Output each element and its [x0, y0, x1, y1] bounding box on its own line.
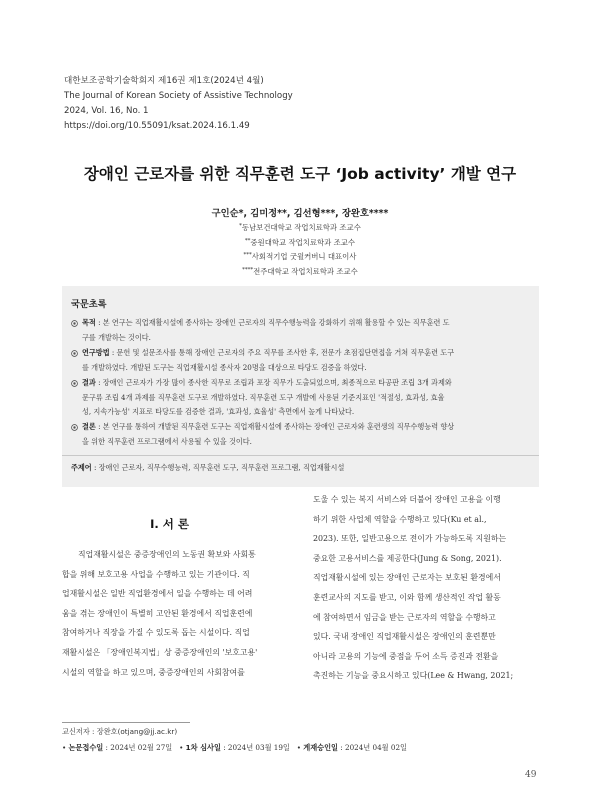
abstract-results	[71, 376, 536, 420]
author-list: 구인순*, 김미정**, 김선형***, 장완호****	[211, 208, 389, 219]
purpose-text: : 본 연구는 직업재활시설에 종사하는 장애인 근로자의 직무수행능력을 강화하기 위해 활용할 수 있는 직무훈련 도	[95, 318, 450, 327]
conclusion-text: : 본 연구를 통하여 개발된 직무훈련 도구는 직업재활시설에 종사하는 장애인 근로자와 훈련생의 직무수행능력 향상	[95, 422, 455, 431]
abstract-methods	[71, 346, 536, 375]
affiliation-text: 중원대학교 작업치료학과 조교수	[250, 237, 356, 247]
body-line: 참여하거나 직장을 가질 수 있도록 돕는 시설이다. 직업	[62, 628, 250, 638]
body-line: 촉진하는 기능을 중요시하고 있다(Lee & Hwang, 2021;	[313, 671, 514, 681]
results-text: 성, 지속가능성' 지표로 타당도를 검증한 결과, '효과성, 효율성' 측면에서 높게 나타났다.	[82, 407, 355, 416]
body-line: 움을 겪는 장애인이 특별히 고안된 환경에서 직업훈련에	[62, 608, 253, 618]
affiliation-mark: *	[239, 223, 242, 229]
results-label: 결과	[82, 378, 96, 387]
target-bullet-icon	[71, 380, 78, 387]
affiliation-text: 동남보건대학교 작업치료학과 조교수	[241, 223, 361, 232]
body-line: 하기 위한 사업체 역할을 수행하고 있다(Ku et al.,	[313, 514, 487, 524]
corresponding-author: 교신저자 : 장완호(otjang@jj.ac.kr)	[62, 727, 178, 736]
right-column	[313, 490, 513, 686]
body-line: 있다. 국내 장애인 직업재활시설은 장애인의 훈련뿐만	[313, 632, 496, 642]
accepted-label: 게재승인일	[303, 743, 338, 752]
keywords-text: : 장애인 근로자, 직무수행능력, 직무훈련 도구, 직무훈련 프로그램, 직업재활시설	[91, 463, 345, 472]
results-text: : 장애인 근로자가 가장 많이 종사한 직무로 조립과 포장 직무가 도출되었으며, 최종적으로 타공판 조립 3개 과제와	[95, 378, 452, 387]
body-line: 업재활시설은 일반 직업환경에서 일을 수행하는 데 어려	[62, 589, 253, 599]
abstract-heading: 국문초록	[71, 299, 107, 310]
purpose-label: 목적	[82, 318, 96, 327]
accepted-date: : 2024년 04월 02일	[338, 743, 407, 752]
body-line: 재활시설은 「장애인복지법」상 중증장애인의 '보호고용'	[62, 647, 258, 657]
paper-title: 장애인 근로자를 위한 직무훈련 도구 ‘Job activity’ 개발 연구	[83, 165, 517, 183]
target-bullet-icon	[71, 424, 78, 431]
journal-name-english: The Journal of Korean Society of Assistive Technology	[64, 91, 293, 101]
affiliation-mark: ****	[242, 266, 254, 273]
body-line: 합을 위해 보호고용 사업을 수행하고 있는 기관이다. 직	[62, 569, 250, 579]
affiliation-mark: ***	[243, 252, 252, 258]
body-line: 에 참여하면서 임금을 받는 근로자의 역할을 수행하고	[313, 612, 496, 622]
revised-date: : 2024년 03월 19일	[220, 743, 290, 752]
target-bullet-icon	[71, 350, 78, 357]
methods-text: 를 개발하였다. 개발된 도구는 직업재활시설 종사자 20명을 대상으로 타당도 검증을 하였다.	[82, 362, 367, 372]
abstract-conclusion	[71, 420, 536, 449]
body-line: 중요한 고용서비스를 제공한다(Jung & Song, 2021).	[313, 553, 502, 563]
body-line: 직업재활시설은 중증장애인의 노동권 확보와 사회통	[78, 550, 256, 559]
affiliation-item	[0, 235, 600, 250]
section-title: I. 서 론	[150, 517, 189, 531]
affiliation-item	[0, 220, 600, 235]
body-line: 훈련교사의 지도를 받고, 이와 함께 생산적인 작업 활동	[313, 592, 501, 602]
left-column	[62, 545, 257, 682]
conclusion-label: 결론	[82, 422, 96, 431]
target-bullet-icon	[71, 320, 78, 327]
doi-link[interactable]: https://doi.org/10.55091/ksat.2024.16.1.49	[64, 121, 250, 131]
journal-info	[64, 74, 293, 134]
body-line: 2023). 또한, 일반고용으로 전이가 가능하도록 지원하는	[313, 534, 507, 544]
submission-dates: • 논문접수일 : 2024년 02월 27일 • 1차 심사일 : 2024년 03월 19일 • 게재승인일 : 2024년 04월 02일	[62, 743, 407, 752]
footnote-divider	[62, 722, 190, 723]
received-label: 논문접수일	[68, 743, 104, 752]
affiliation-item	[0, 249, 600, 264]
keywords-label: 주제어	[71, 463, 92, 472]
affiliation-list	[0, 220, 600, 278]
abstract-purpose	[71, 316, 536, 345]
purpose-text: 구를 개발하는 것이다.	[82, 332, 151, 342]
affiliation-mark: **	[244, 237, 251, 244]
methods-label: 연구방법	[82, 348, 110, 357]
results-text: 문구류 조립 4개 과제를 직무훈련 도구로 개발하였다. 직무훈련 도구 개발에 사용된 기준지표인 '적절성, 효과성, 효율	[82, 392, 445, 402]
conclusion-text: 을 위한 직무훈련 프로그램에서 사용될 수 있을 것이다.	[82, 436, 252, 446]
affiliation-text: 전주대학교 작업치료학과 조교수	[253, 266, 358, 276]
body-line: 아니라 고용의 기능에 중점을 두어 소득 증진과 전환을	[313, 651, 499, 661]
revised-label: 1차 심사일	[185, 743, 221, 752]
body-line: 직업재활시설에 있는 장애인 근로자는 보호된 환경에서	[313, 573, 501, 583]
methods-text: : 문헌 및 설문조사를 통해 장애인 근로자의 주요 직무를 조사한 후, 전문가 초점집단면접을 거쳐 직무훈련 도구	[109, 348, 455, 357]
journal-volume-korean: 대한보조공학기술학회지 제16권 제1호(2024년 4월)	[64, 76, 264, 86]
keywords	[71, 463, 344, 473]
body-line: 도울 수 있는 복지 서비스와 더불어 장애인 고용을 이행	[313, 495, 501, 504]
journal-volume-english: 2024, Vol. 16, No. 1	[64, 106, 149, 116]
keywords-divider	[62, 455, 539, 456]
affiliation-item	[0, 264, 600, 279]
received-date: : 2024년 02월 27일	[103, 743, 173, 752]
affiliation-text: 사회적기업 굿윌커버니 대표이사	[251, 252, 357, 261]
body-line: 시설의 역할을 하고 있으며, 중증장애인의 사회참여를	[62, 667, 245, 677]
page-number: 49	[525, 770, 537, 780]
